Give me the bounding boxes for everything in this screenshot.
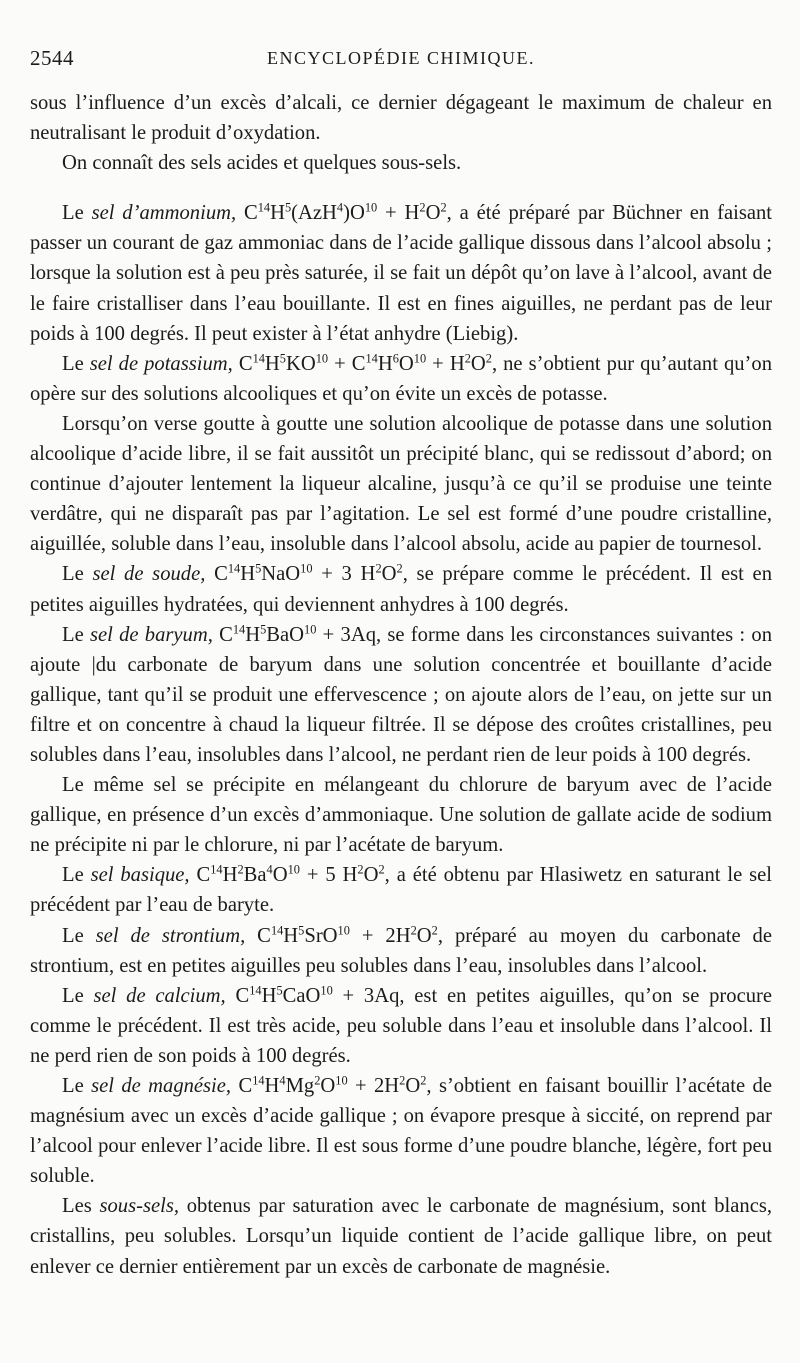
paragraph-p9: Le sel basique, $C^{14}H^2Ba^4O^{10} + 5$ $H^2O^2$, a été obtenu par Hlasiwetz en saturant le sel précédent par l’eau de baryte. <box>30 862 772 917</box>
running-head: ENCYCLOPÉDIE CHIMIQUE. <box>267 48 535 68</box>
body-text <box>30 88 772 1282</box>
paragraph-p6: Le sel de soude, $C^{14}H^5NaO^{10} + 3$ $H^2O^2$, se prépare comme le précédent. Il est en petites aiguilles hydratées, qui deviennent anhydres à 100 degrés. <box>30 561 772 616</box>
paragraph-p5: Lorsqu’on verse goutte à goutte une solution alcoolique de potasse dans une solution alcoolique d’acide libre, il se fait aussitôt un précipité blanc, qui se redissout d’abord; on continue d’ajouter lentement la liqueur alcaline, jusqu’à ce qu’il se produise une teinte verdâtre, qui ne disparaît pas par l’agitation. Le sel est formé d’une poudre cristalline, aiguillée, soluble dans l’eau, insoluble dans l’alcool absolu, acide au papier de tournesol. <box>30 412 772 556</box>
paragraph-p1: sous l’influence d’un excès d’alcali, ce dernier dégageant le maximum de chaleur en neutralisant le produit d’oxydation. <box>30 92 772 145</box>
page-number: 2544 <box>30 46 74 70</box>
paragraph-p12: Le sel de magnésie, $C^{14}H^4Mg^2O^{10} + 2H^2O^2$, s’obtient en faisant bouillir l’acétate de magnésium avec un excès d’acide gallique ; on évapore presque à siccité, on reprend par l’alcool pour enlever l’acide libre. Il est sous forme d’une poudre blanche, légère, fort peu soluble. <box>30 1073 772 1188</box>
paragraph-p11: Le sel de calcium, $C^{14}H^5CaO^{10} + 3Aq$, est en petites aiguilles, qu’on se procure comme le précédent. Il est très acide, peu soluble dans l’eau et insoluble dans l’alcool. Il ne perd rien de son poids à 100 degrés. <box>30 983 772 1067</box>
paragraph-p3: Le sel d’ammonium, $C^{14}H^5(AzH^4)O^{10} + H^2O^2$, a été préparé par Büchner en faisant passer un courant de gaz ammoniac dans de l’acide gallique dissous dans l’alcool absolu ; lorsque la solution est à peu près saturée, il se fait un dépôt qu’on lave à l’alcool, avant de le faire cristalliser dans l’eau bouillante. Il est en fines aiguilles, ne perdant pas de leur poids à 100 degrés. Il peut exister à l’état anhydre (Liebig). <box>30 200 772 345</box>
paragraph-p13: Les sous-sels, obtenus par saturation avec le carbonate de magnésium, sont blancs, cristallins, peu solubles. Lorsqu’un liquide contient de l’acide gallique libre, on peut enlever ce dernier entièrement par un excès de carbonate de magnésie. <box>30 1195 772 1278</box>
page-header <box>30 44 772 82</box>
paragraph-p2: On connaît des sels acides et quelques sous-sels. <box>62 152 462 175</box>
paragraph-p4: Le sel de potassium, $C^{14}H^5KO^{10} + C^{14}H^6O^{10} + H^2O^2$, ne s’obtient pur qu’autant qu’on opère sur des solutions alcooliques et qu’on évite un excès de potasse. <box>30 351 772 405</box>
paragraph-p7: Le sel de baryum, $C^{14}H^5BaO^{10} + 3Aq$, se forme dans les circonstances suivantes : on ajoute |du carbonate de baryum dans une solution concentrée et bouillante d’acide gallique, tant qu’il se produit une effervescence ; on ajoute alors de l’eau, on jette sur un filtre et on concentre à chaud la liqueur filtrée. Il se dépose des croûtes cristallines, peu solubles dans l’eau, insolubles dans l’alcool, ne perdant rien de leur poids à 100 degrés. <box>30 621 773 766</box>
paragraph-p8: Le même sel se précipite en mélangeant du chlorure de baryum avec de l’acide gallique, en présence d’un excès d’ammoniaque. Une solution de gallate acide de sodium ne précipite ni par le chlorure, ni par l’acétate de baryum. <box>30 774 772 857</box>
paragraph-p10: Le sel de strontium, $C^{14}H^5SrO^{10} + 2H^2O^2$, préparé au moyen du carbonate de strontium, est en petites aiguilles peu solubles dans l’eau, insolubles dans l’alcool. <box>30 922 772 977</box>
